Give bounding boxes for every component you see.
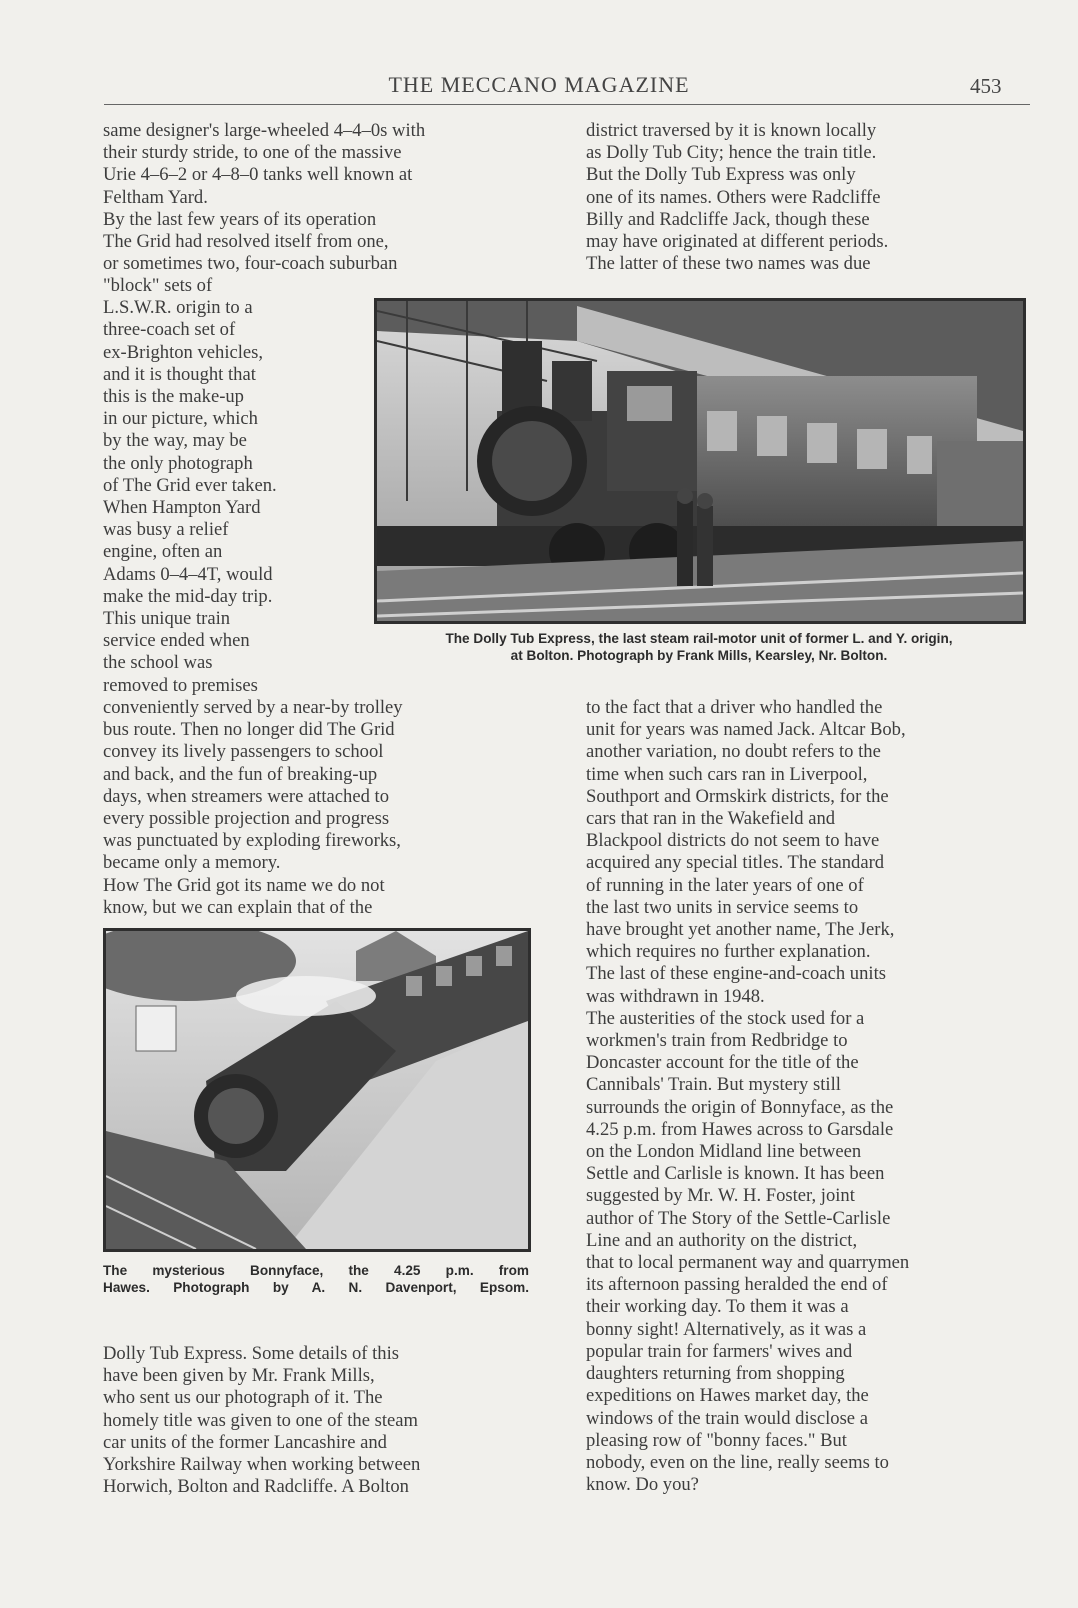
dolly-tub-express-caption (374, 630, 1024, 664)
text-line: same designer's large-wheeled 4–4–0s with (103, 120, 426, 141)
text-line: time when such cars ran in Liverpool, (586, 763, 868, 785)
text-line: the last two units in service seems to (586, 896, 859, 918)
text-line: by the way, may be (103, 430, 247, 452)
text-line: Blackpool districts do not seem to have (586, 830, 880, 852)
text-line: one of its names. Others were Radcliffe (586, 186, 881, 208)
dolly-tub-express-photograph (374, 298, 1026, 624)
text-line: author of The Story of the Settle-Carlisle (586, 1207, 891, 1229)
text-line: was busy a relief (103, 519, 229, 541)
text-line: Settle and Carlisle is known. It has been (586, 1163, 885, 1185)
text-line: at Bolton. Photograph by Frank Mills, Kearsley, Nr. Bolton. (510, 648, 888, 663)
text-line: windows of the train would disclose a (586, 1407, 868, 1429)
text-line: This unique train (103, 608, 231, 630)
text-line: 4.25 p.m. from Hawes across to Garsdale (586, 1118, 894, 1140)
text-line: Southport and Ormskirk districts, for the (586, 785, 889, 807)
text-line: expeditions on Hawes market day, the (586, 1385, 869, 1407)
text-line: was withdrawn in 1948. (586, 985, 765, 1007)
text-line: homely title was given to one of the steam (103, 1409, 418, 1431)
text-line: their sturdy stride, to one of the massive (103, 142, 402, 164)
text-line: became only a memory. (103, 852, 281, 874)
text-line: this is the make-up (103, 386, 244, 408)
text-line: district traversed by it is known locally (586, 120, 877, 141)
text-line: days, when streamers were attached to (103, 785, 390, 807)
text-line: bonny sight! Alternatively, as it was a (586, 1318, 867, 1340)
text-line: the school was (103, 652, 213, 674)
text-line: removed to premises (103, 674, 258, 696)
text-line: that to local permanent way and quarrymen (586, 1252, 910, 1274)
text-line: L.S.W.R. origin to a (103, 297, 253, 319)
text-line: The latter of these two names was due (586, 253, 871, 275)
text-line: three-coach set of (103, 319, 236, 341)
text-line: Yorkshire Railway when working between (103, 1454, 421, 1476)
text-line: Doncaster account for the title of the (586, 1052, 859, 1074)
text-line: The Dolly Tub Express, the last steam rail-motor unit of former L. and Y. origin, (445, 631, 953, 646)
column-2-text-top (586, 120, 1024, 275)
column-1-text-bottom (103, 1343, 528, 1498)
column-2-text-bottom (586, 697, 1024, 1496)
text-line: Line and an authority on the district, (586, 1229, 858, 1251)
text-line: Horwich, Bolton and Radcliffe. A Bolton (103, 1476, 409, 1498)
text-line: on the London Midland line between (586, 1141, 862, 1163)
text-line: which requires no further explanation. (586, 941, 871, 963)
text-line: daughters returning from shopping (586, 1363, 845, 1385)
text-line: every possible projection and progress (103, 808, 390, 830)
text-line: and it is thought that (103, 363, 256, 385)
text-line: Dolly Tub Express. Some details of this (103, 1343, 399, 1364)
text-line: of running in the later years of one of (586, 874, 864, 896)
text-line: convey its lively passengers to school (103, 741, 384, 763)
text-line: engine, often an (103, 541, 223, 563)
text-line: know. Do you? (586, 1474, 699, 1496)
text-line: who sent us our photograph of it. The (103, 1387, 383, 1409)
text-line: nobody, even on the line, really seems to (586, 1451, 889, 1473)
text-line: their working day. To them it was a (586, 1296, 849, 1318)
text-line: service ended when (103, 630, 250, 652)
text-line: unit for years was named Jack. Altcar Bob, (586, 719, 906, 741)
text-line: How The Grid got its name we do not (103, 874, 385, 896)
text-line: Cannibals' Train. But mystery still (586, 1074, 841, 1096)
text-line: acquired any special titles. The standard (586, 852, 885, 874)
text-line: surrounds the origin of Bonnyface, as the (586, 1096, 894, 1118)
text-line: car units of the former Lancashire and (103, 1431, 387, 1453)
text-line: was punctuated by exploding fireworks, (103, 830, 401, 852)
column-1-text-wrap (103, 275, 329, 697)
text-line: its afternoon passing heralded the end of (586, 1274, 888, 1296)
text-line: know, but we can explain that of the (103, 896, 373, 918)
text-line: pleasing row of "bonny faces." But (586, 1429, 847, 1451)
text-line: may have originated at different periods. (586, 231, 889, 253)
page-number: 453 (970, 74, 1002, 98)
header-rule (104, 104, 1030, 105)
text-line: Hawes. Photograph by A. N. Davenport, Epsom. (103, 1280, 529, 1295)
text-line: Adams 0–4–4T, would (103, 563, 273, 585)
text-line: of The Grid ever taken. (103, 474, 277, 496)
magazine-title: THE MECCANO MAGAZINE (388, 72, 690, 97)
text-line: cars that ran in the Wakefield and (586, 808, 836, 830)
text-line: or sometimes two, four-coach suburban (103, 253, 398, 275)
text-line: Feltham Yard. (103, 186, 208, 208)
text-line: in our picture, which (103, 408, 258, 430)
text-line: The last of these engine-and-coach units (586, 963, 886, 985)
text-line: have brought yet another name, The Jerk, (586, 919, 895, 941)
text-line: another variation, no doubt refers to the (586, 741, 881, 763)
text-line: conveniently served by a near-by trolley (103, 697, 403, 718)
text-line: and back, and the fun of breaking-up (103, 763, 378, 785)
text-line: popular train for farmers' wives and (586, 1340, 853, 1362)
text-line: The Grid had resolved itself from one, (103, 231, 389, 253)
text-line: Urie 4–6–2 or 4–8–0 tanks well known at (103, 164, 413, 186)
bonnyface-caption (103, 1262, 529, 1296)
text-line: workmen's train from Redbridge to (586, 1030, 848, 1052)
column-1-text-top (103, 120, 528, 275)
column-1-text-middle (103, 697, 528, 919)
text-line: have been given by Mr. Frank Mills, (103, 1365, 375, 1387)
bonnyface-photograph (103, 928, 531, 1252)
text-line: The mysterious Bonnyface, the 4.25 p.m. from (103, 1263, 529, 1278)
text-line: suggested by Mr. W. H. Foster, joint (586, 1185, 855, 1207)
text-line: bus route. Then no longer did The Grid (103, 719, 395, 741)
text-line: ex-Brighton vehicles, (103, 341, 264, 363)
text-line: By the last few years of its operation (103, 208, 377, 230)
text-line: "block" sets of (103, 275, 213, 296)
text-line: Billy and Radcliffe Jack, though these (586, 208, 870, 230)
text-line: make the mid-day trip. (103, 585, 273, 607)
text-line: as Dolly Tub City; hence the train title. (586, 142, 877, 164)
text-line: But the Dolly Tub Express was only (586, 164, 856, 186)
text-line: The austerities of the stock used for a (586, 1007, 865, 1029)
text-line: to the fact that a driver who handled the (586, 697, 883, 718)
text-line: When Hampton Yard (103, 497, 261, 519)
text-line: the only photograph (103, 452, 253, 474)
